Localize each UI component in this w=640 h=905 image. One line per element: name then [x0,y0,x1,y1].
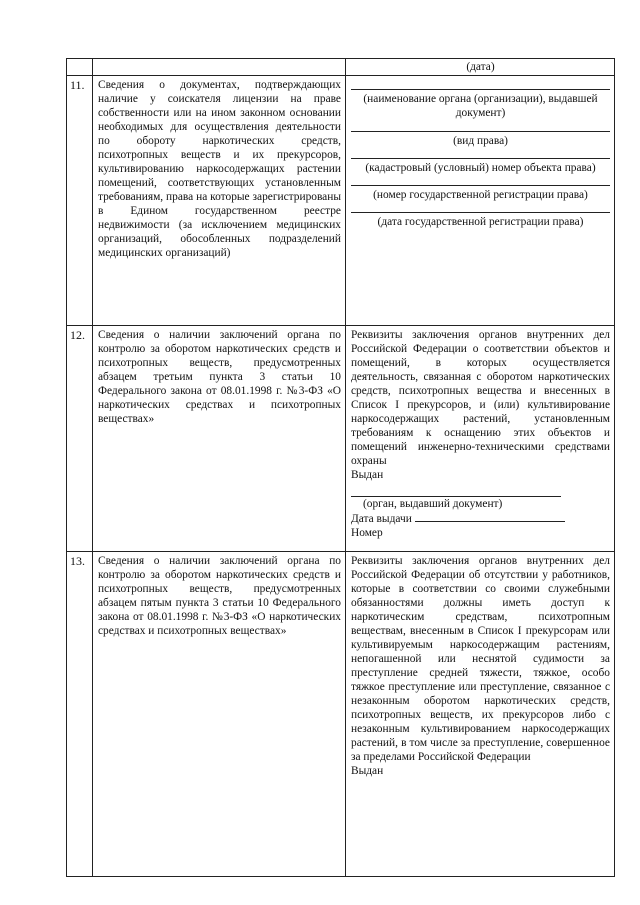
row-description-text: Сведения о наличии заключений органа по контролю за оборотом наркотических средств и психотропных веществ, предусмотренных абзацем пятым пункта 3 статьи 10 Федерального закона от 08.01.1998 г. №3-ФЗ «О наркотических средствах и психотропных веществах» [98,555,341,637]
field-caption: (наименование органа (организации), выдавшей документ) [363,93,598,119]
row-details [346,552,614,876]
field-right-type[interactable] [351,131,610,148]
field-caption: (вид права) [453,135,508,147]
number-label: Номер [351,527,383,539]
issue-date-line [351,511,610,526]
table-row-12 [67,325,614,551]
issuing-organ-caption: (орган, выдавший документ) [363,498,503,510]
field-cadastral-number[interactable] [351,158,610,175]
issuing-organ-field[interactable] [351,482,561,497]
issue-date-field[interactable] [415,511,565,522]
row-number: 12. [67,326,93,551]
field-caption: (кадастровый (условный) номер объекта права) [365,162,596,174]
right-cell [346,59,614,75]
issue-date-label: Дата выдачи [351,513,412,525]
row-description [93,76,346,325]
table-row-11 [67,75,614,325]
conclusion-requisites-text: Реквизиты заключения органов внутренних дел Российской Федерации об отсутствии у работников, которые в соответствии со своими служебными обязанностями должны иметь доступ к наркотическим средствам, психотропным веществам, внесенным в Список I прекурсорам или культивируемым наркосодержащим растениям, непогашенной или неснятой судимости за преступление средней тяжести, тяжкое, особо тяжкое преступление или преступление, связанное с незаконным оборотом наркотических средств, психотропных веществ, их прекурсоров либо с незаконным культивированием наркосодержащих растений, в том числе за преступление, совершенное за пределами Российской Федерации [351,555,610,763]
conclusion-requisites-text: Реквизиты заключения органов внутренних дел Российской Федерации о соответствии объектов и помещений, в которых осуществляется деятельность, связанная с оборотом наркотических средств, психотропных вещества и внесенных в Список I прекурсоров, и (или) культивирование наркосодержащих растений, установленным требованиям к оснащению этих объектов и помещений инженерно-техническими средствами охраны [351,329,610,467]
requirements-table [66,58,615,877]
row-details [346,326,614,551]
field-caption: (номер государственной регистрации права) [373,189,588,201]
row-number: 13. [67,552,93,876]
row-description [93,326,346,551]
left-cell [93,59,346,75]
field-registration-number[interactable] [351,185,610,202]
date-label: (дата) [466,61,495,73]
field-issuing-organ[interactable] [351,89,610,120]
issued-label: Выдан [351,469,384,481]
field-registration-date[interactable] [351,212,610,229]
issued-label: Выдан [351,765,384,777]
field-caption: (дата государственной регистрации права) [377,216,584,228]
row-description-text: Сведения о наличии заключений органа по контролю за оборотом наркотических средств и психотропных веществ, предусмотренных абзацем третьим пункта 3 статьи 10 Федерального закона от 08.01.1998 г. №3-ФЗ «О наркотических средствах и психотропных веществах» [98,329,341,425]
row-description [93,552,346,876]
row-description-text: Сведения о документах, подтверждающих наличие у соискателя лицензии на праве собственности или на ином законном основании необходимых для осуществления деятельности по обороту наркотических средств, психотропных веществ и их прекурсоров, культивированию наркосодержащих растении помещений, соответствующих установленным требованиям, права на которые зарегистрированы в Едином государственном реестре недвижимости (за исключением медицинских организаций, обособленных подразделений медицинских организаций) [98,79,341,259]
row-fields [346,76,614,325]
row-number-cell [67,59,93,75]
row-number: 11. [67,76,93,325]
table-row-13 [67,551,614,876]
table-row-header [67,59,614,75]
